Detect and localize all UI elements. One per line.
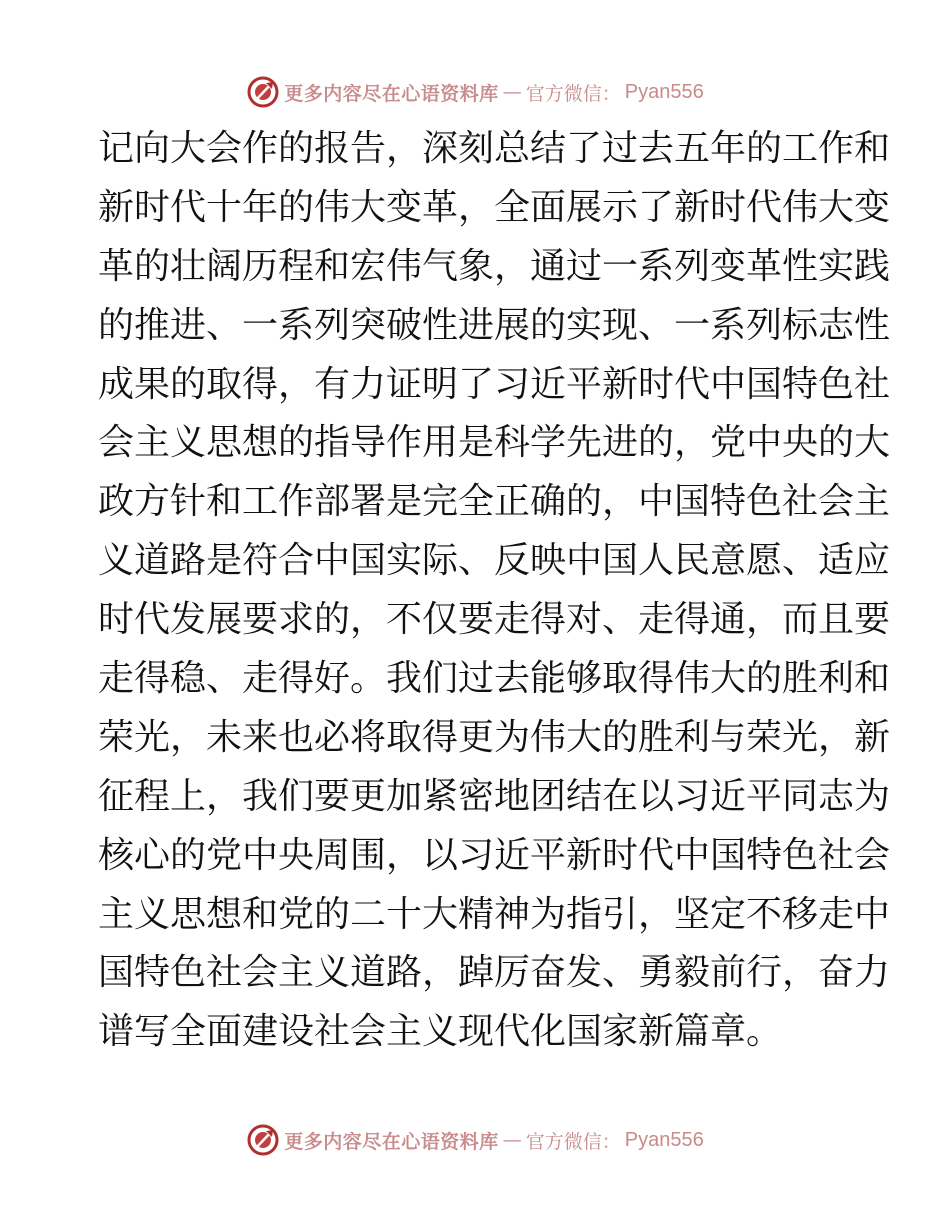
body-line: 走得稳、走得好。我们过去能够取得伟大的胜利和 [98, 658, 891, 700]
header-banner-inner [246, 75, 704, 109]
body-line: 国特色社会主义道路，踔厉奋发、勇毅前行，奋力 [98, 952, 891, 994]
body-line: 征程上，我们要更加紧密地团结在以习近平同志为 [98, 775, 891, 817]
body-line: 义道路是符合中国实际、反映中国人民意愿、适应 [98, 540, 891, 582]
body-line: 革的壮阔历程和宏伟气象，通过一系列变革性实践 [98, 245, 891, 287]
body-line: 主义思想和党的二十大精神为指引，坚定不移走中 [98, 893, 891, 935]
header-banner-wechat-id: Pyan556 [624, 80, 704, 103]
footer-banner-separator: — [502, 1129, 522, 1151]
footer-banner-text: 更多内容尽在心语资料库 [284, 1130, 499, 1153]
document-body [98, 120, 891, 1062]
body-line: 政方针和工作部署是完全正确的，中国特色社会主 [98, 481, 891, 523]
footer-banner-wechat-label: 官方微信： [525, 1130, 621, 1153]
header-banner-text: 更多内容尽在心语资料库 [284, 82, 499, 105]
body-line-last: 谱写全面建设社会主义现代化国家新篇章。 [98, 1011, 783, 1053]
body-line: 记向大会作的报告，深刻总结了过去五年的工作和 [98, 128, 891, 169]
red-circle-logo-icon [246, 1123, 280, 1157]
footer-banner-wechat-id: Pyan556 [624, 1128, 704, 1151]
body-line: 的推进、一系列突破性进展的实现、一系列标志性 [98, 304, 891, 346]
body-line: 时代发展要求的，不仅要走得对、走得通，而且要 [98, 599, 891, 641]
body-line: 新时代十年的伟大变革，全面展示了新时代伟大变 [98, 186, 891, 228]
header-banner-separator: — [502, 81, 522, 103]
footer-banner-inner [246, 1123, 704, 1157]
body-line: 会主义思想的指导作用是科学先进的，党中央的大 [98, 422, 891, 464]
header-banner-wechat-label: 官方微信： [525, 82, 621, 105]
footer-watermark-banner [0, 1120, 950, 1160]
red-circle-logo-icon [246, 75, 280, 109]
body-line: 核心的党中央周围，以习近平新时代中国特色社会 [98, 834, 891, 876]
body-line: 成果的取得，有力证明了习近平新时代中国特色社 [98, 363, 891, 405]
header-watermark-banner [0, 72, 950, 112]
body-line: 荣光，未来也必将取得更为伟大的胜利与荣光，新 [98, 716, 891, 758]
